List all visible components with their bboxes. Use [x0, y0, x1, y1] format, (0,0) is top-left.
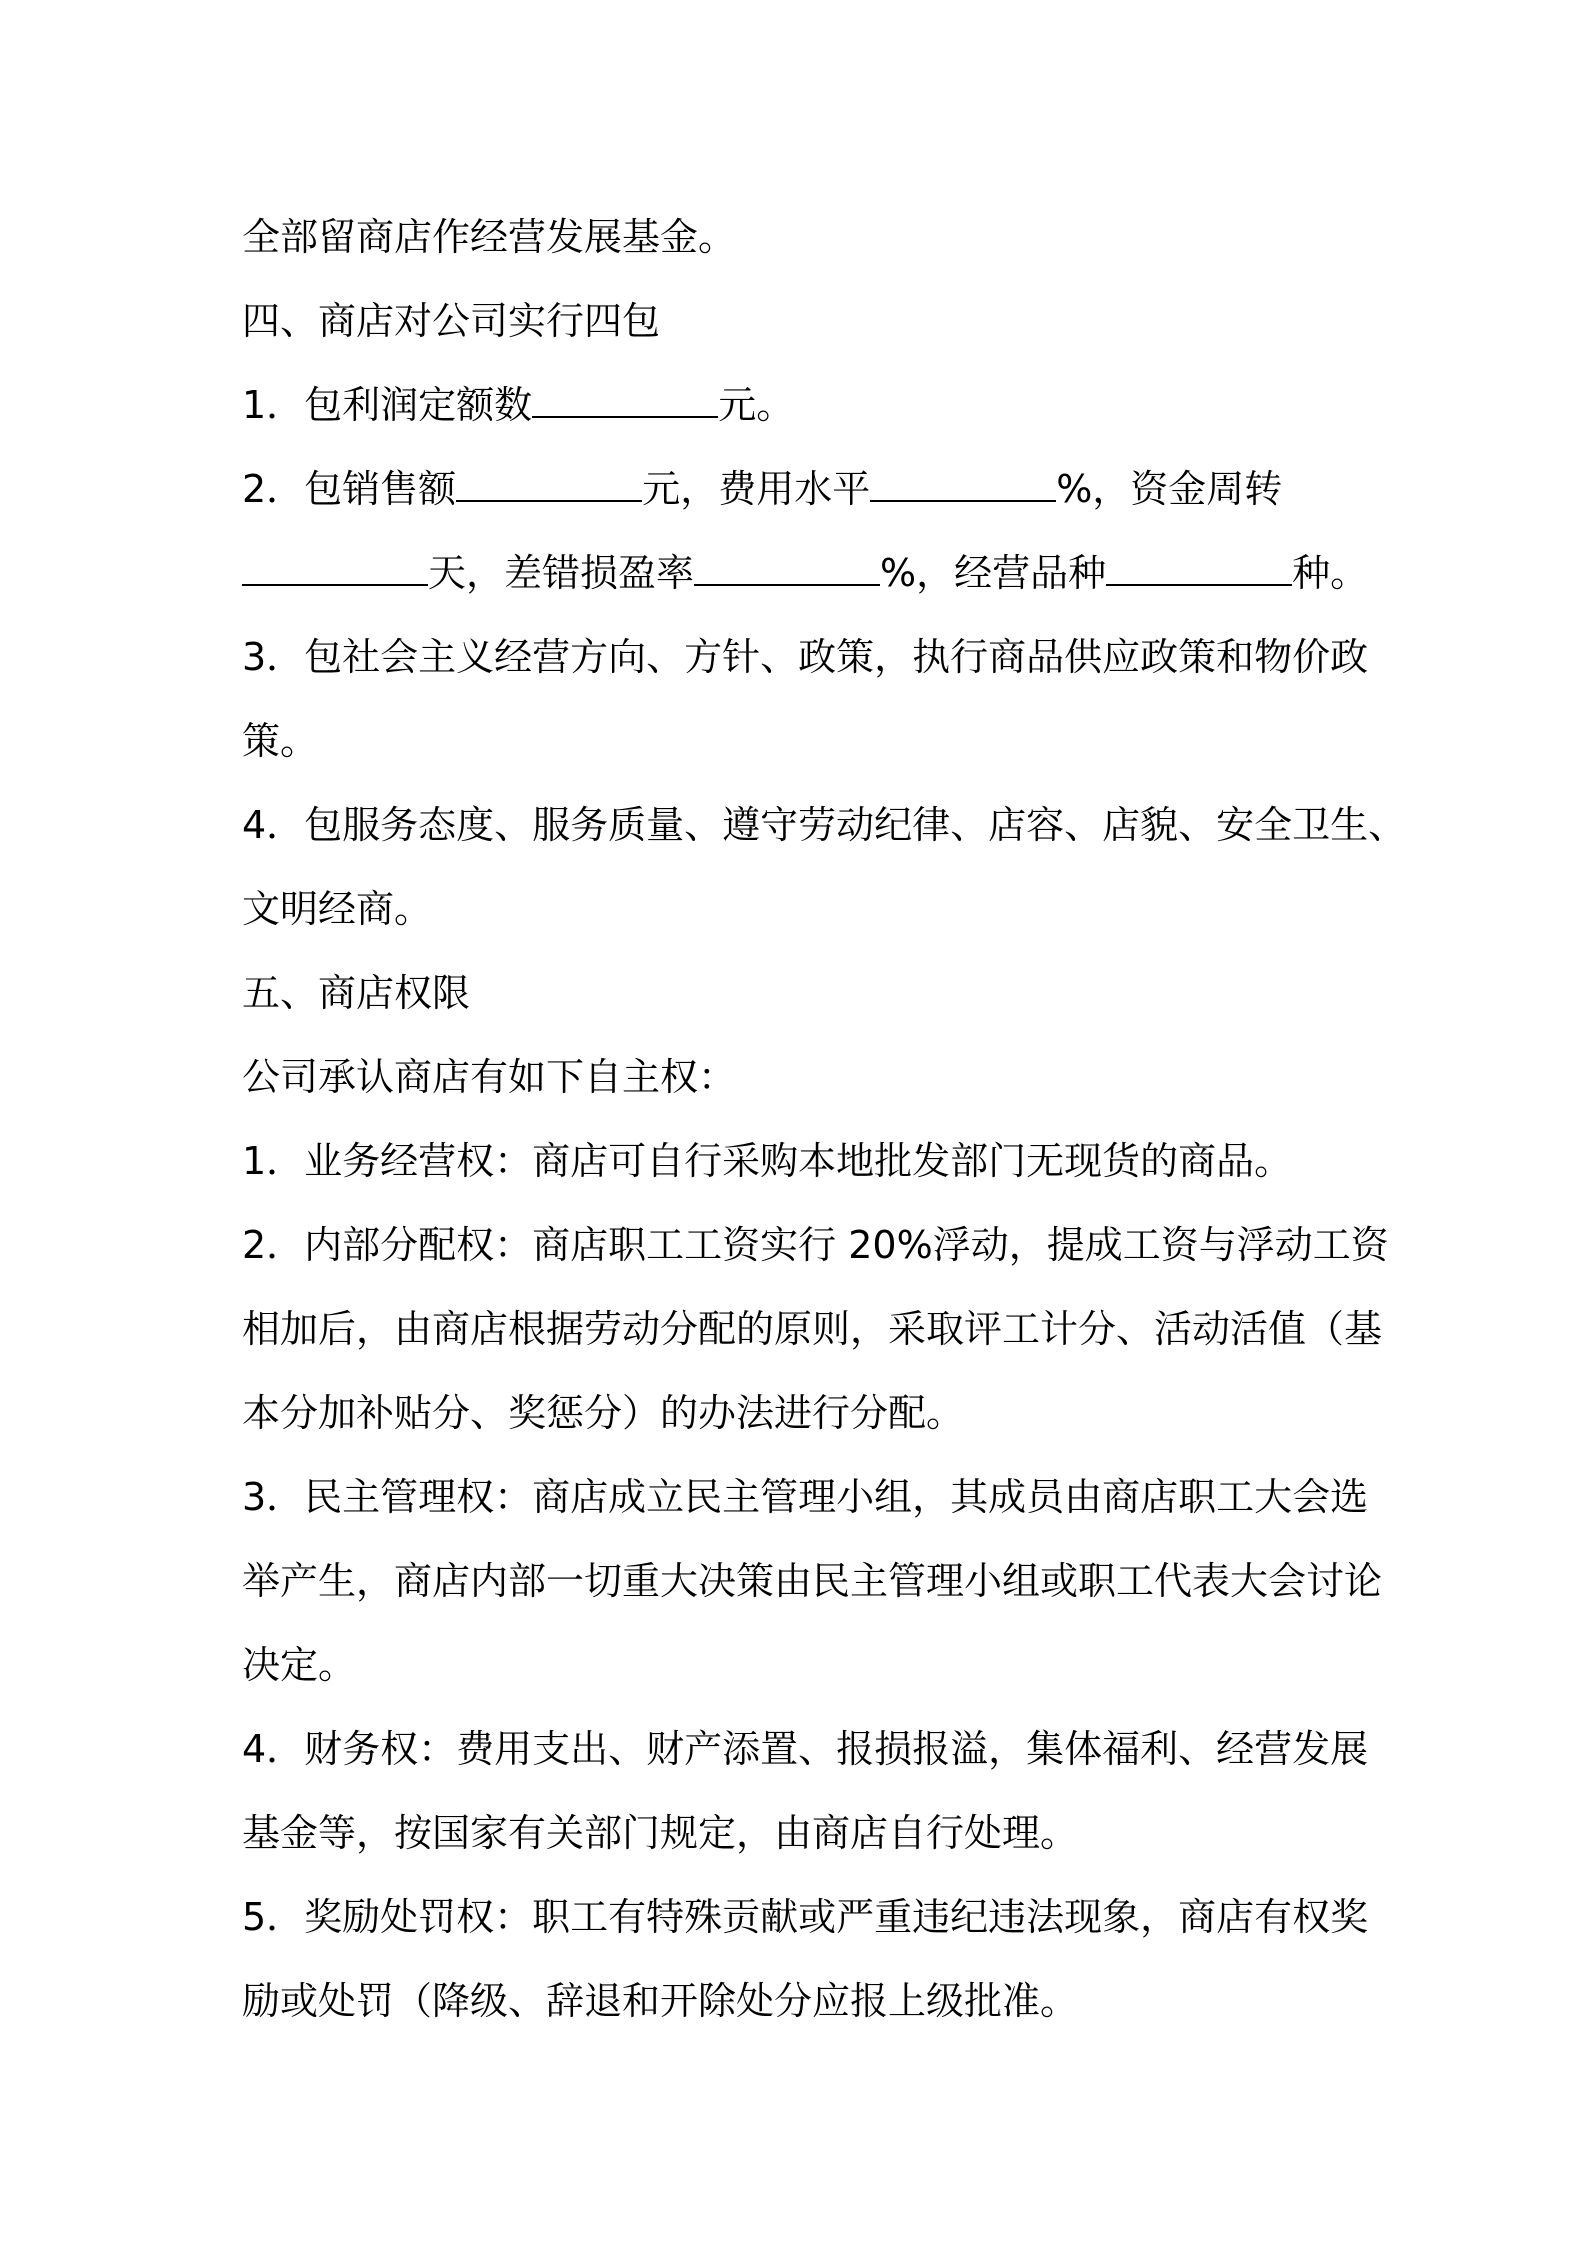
text-segment: 2．包销售额	[242, 467, 457, 511]
text-segment: 四、商店对公司实行四包	[242, 299, 661, 343]
text-line	[242, 1539, 1383, 1623]
text-line	[242, 1371, 1372, 1455]
text-segment: 3．包社会主义经营方向、方针、政策，执行商品供应政策和物价政	[242, 635, 1369, 679]
text-segment: 2．内部分配权：商店职工工资实行 20%浮动，提成工资与浮动工资	[242, 1223, 1389, 1267]
text-segment: %，资金周转	[1056, 467, 1283, 511]
text-line	[242, 447, 1372, 531]
text-line	[242, 1623, 1372, 1707]
text-line	[242, 1875, 1372, 1959]
fill-in-blank[interactable]	[456, 462, 642, 502]
fill-in-blank[interactable]	[1106, 546, 1292, 586]
text-segment: 决定。	[242, 1643, 357, 1687]
text-line	[242, 1455, 1372, 1539]
text-line	[242, 1959, 1372, 2043]
text-line	[242, 1203, 1389, 1287]
text-segment: 全部留商店作经营发展基金。	[242, 215, 737, 259]
text-segment: 天，差错损盈率	[428, 551, 695, 595]
fill-in-blank[interactable]	[242, 546, 428, 586]
text-line	[242, 615, 1372, 699]
text-line	[242, 195, 1372, 279]
text-segment: 5．奖励处罚权：职工有特殊贡献或严重违纪违法现象，商店有权奖	[242, 1895, 1369, 1939]
fill-in-blank[interactable]	[870, 462, 1056, 502]
text-segment: 种。	[1292, 551, 1369, 595]
text-line	[242, 1035, 1372, 1119]
text-segment: 1．包利润定额数	[242, 383, 533, 427]
text-line	[242, 783, 1407, 867]
text-line	[242, 531, 1372, 615]
text-line	[242, 1791, 1372, 1875]
section-heading	[242, 279, 1372, 363]
text-line	[242, 1707, 1372, 1791]
text-segment: %，经营品种	[880, 551, 1107, 595]
text-line	[242, 1287, 1383, 1371]
text-segment: 公司承认商店有如下自主权：	[242, 1055, 737, 1099]
text-line	[242, 1119, 1372, 1203]
text-segment: 基金等，按国家有关部门规定，由商店自行处理。	[242, 1811, 1079, 1855]
text-segment: 4．财务权：费用支出、财产添置、报损报溢，集体福利、经营发展	[242, 1727, 1369, 1771]
text-line	[242, 363, 1372, 447]
text-segment: 1．业务经营权：商店可自行采购本地批发部门无现货的商品。	[242, 1139, 1293, 1183]
section-heading	[242, 951, 1372, 1035]
text-segment: 文明经商。	[242, 887, 433, 931]
text-segment: 元，费用水平	[642, 467, 871, 511]
text-line	[242, 699, 1372, 783]
text-line	[242, 867, 1372, 951]
fill-in-blank[interactable]	[694, 546, 880, 586]
text-segment: 五、商店权限	[242, 971, 471, 1015]
text-segment: 元。	[718, 383, 795, 427]
text-segment: 励或处罚（降级、辞退和开除处分应报上级批准。	[242, 1979, 1079, 2023]
text-segment: 4．包服务态度、服务质量、遵守劳动纪律、店容、店貌、安全卫生、	[242, 803, 1407, 847]
text-segment: 本分加补贴分、奖惩分）的办法进行分配。	[242, 1391, 965, 1435]
fill-in-blank[interactable]	[532, 378, 718, 418]
document-body	[242, 195, 1407, 2043]
text-segment: 策。	[242, 719, 319, 763]
text-segment: 相加后，由商店根据劳动分配的原则，采取评工计分、活动活值（基	[242, 1307, 1383, 1351]
text-segment: 3．民主管理权：商店成立民主管理小组，其成员由商店职工大会选	[242, 1475, 1369, 1519]
text-segment: 举产生，商店内部一切重大决策由民主管理小组或职工代表大会讨论	[242, 1559, 1383, 1603]
